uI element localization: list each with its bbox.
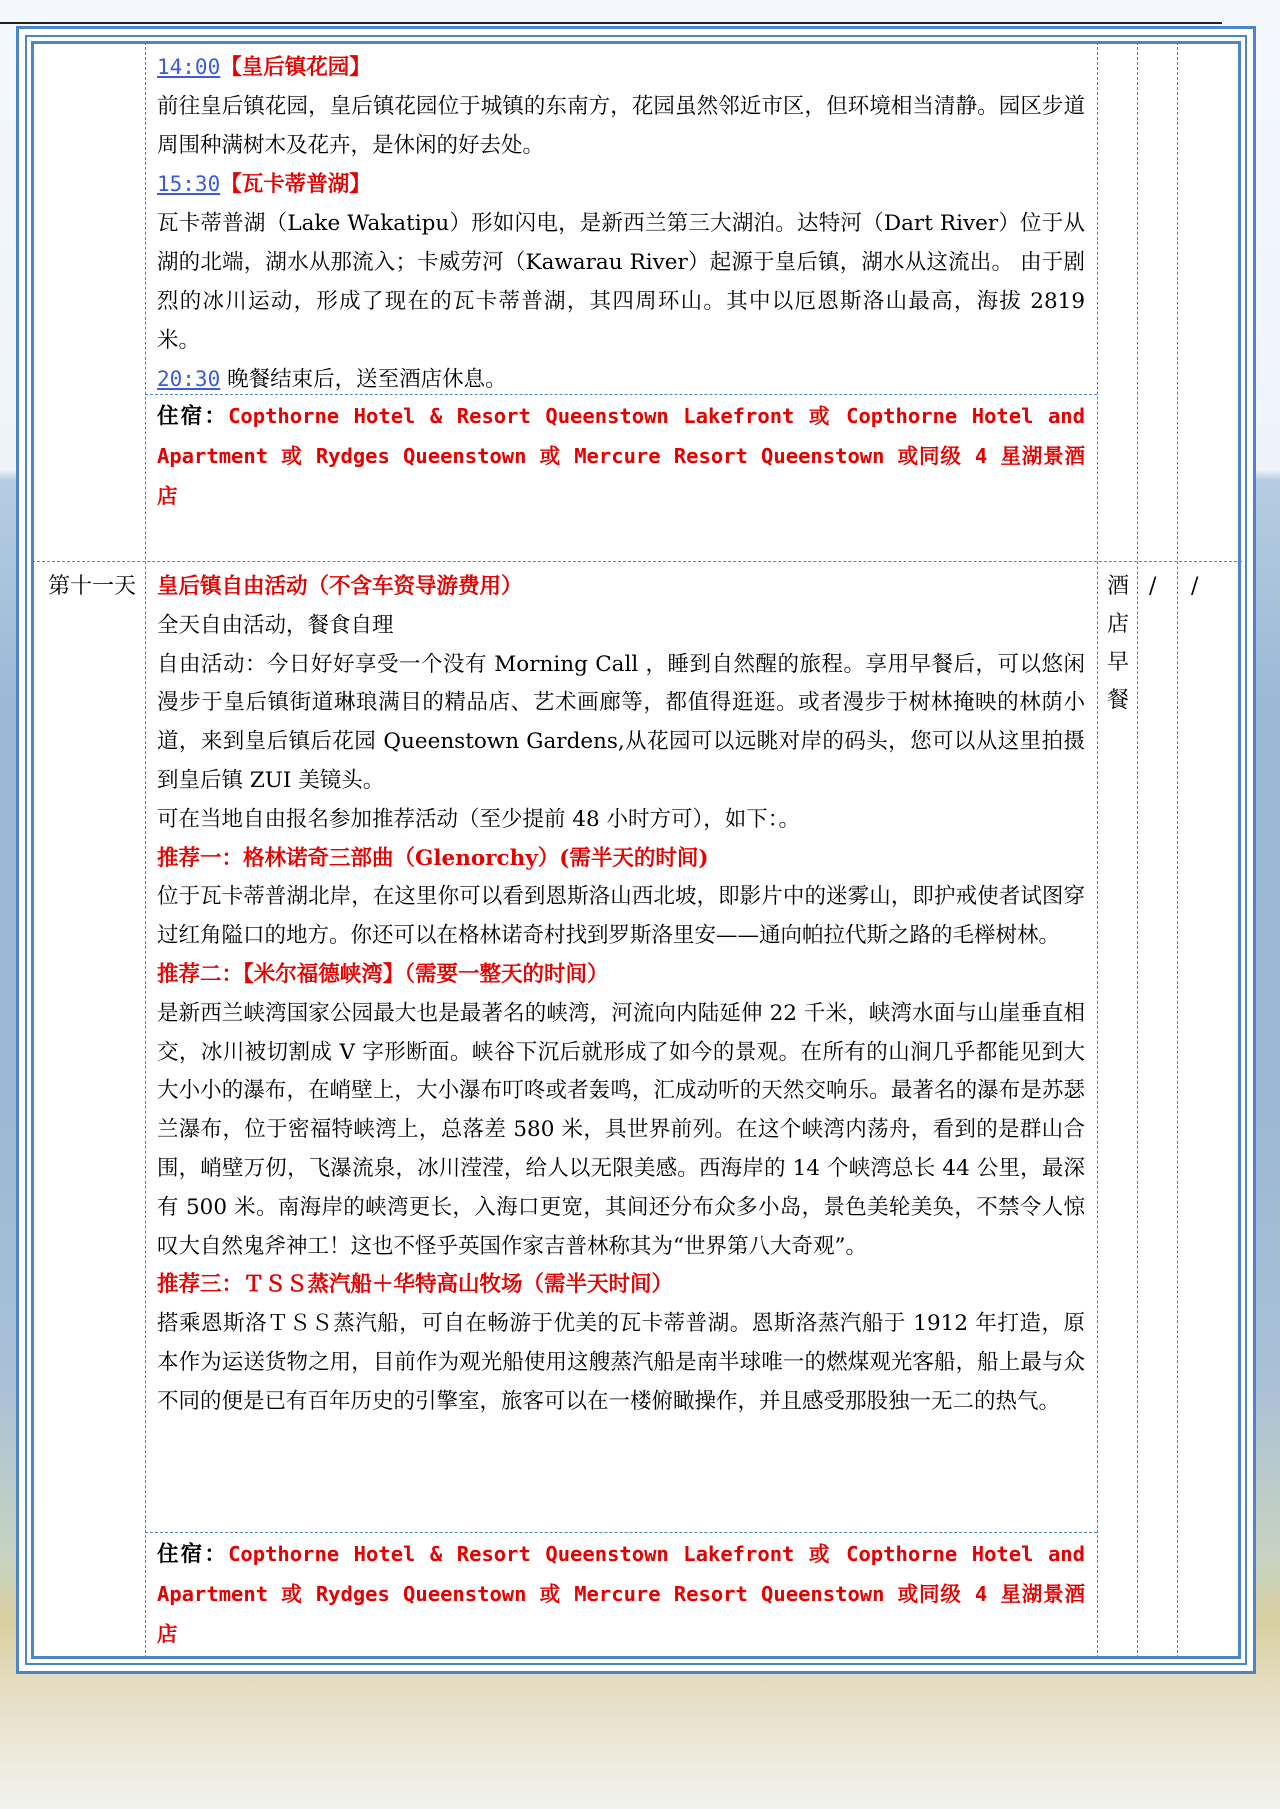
recommend-intro: 可在当地自由报名参加推荐活动（至少提前 48 小时方可），如下：。 (157, 806, 801, 832)
lodging-label: 住宿： (157, 1542, 229, 1567)
day11-schedule (157, 568, 1085, 1422)
time-link[interactable]: 15:30 (157, 172, 221, 197)
schedule-item-1-text: 前往皇后镇花园，皇后镇花园位于城镇的东南方，花园虽然邻近市区，但环境相当清静。园区步道周围种满树木及花卉，是休闲的好去处。 (157, 93, 1085, 158)
schedule-item-3 (157, 360, 1085, 400)
time-link[interactable]: 14:00 (157, 55, 221, 79)
schedule-item-2-text: 瓦卡蒂普湖（Lake Wakatipu）形如闪电，是新西兰第三大湖泊。达特河（Dart River）位于从湖的北端，湖水从那流入；卡威劳河（Kawarau River）起源于皇后镇，湖水从这流出。 由于剧烈的冰川运动，形成了现在的瓦卡蒂普湖，其四周环山。其中以厄恩斯洛山最高，海拔 2819 米。 (157, 211, 1085, 353)
attraction-title: 【瓦卡蒂普湖】 (220, 172, 371, 198)
schedule-item-3-text: 晚餐结束后，送至酒店休息。 (227, 367, 507, 393)
recommendation-3-text: 搭乘恩斯洛ＴＳＳ蒸汽船，可自在畅游于优美的瓦卡蒂普湖。恩斯洛蒸汽船于 1912 年打造，原本作为运送货物之用，目前作为观光船使用这艘蒸汽船是南半球唯一的燃煤观光客船，船上最与众不同的便是已有百年历史的引擎室，旅客可以在一楼俯瞰操作，并且感受那股独一无二的热气。 (157, 1311, 1085, 1414)
dinner-cell: / (1191, 574, 1199, 599)
free-activity-text: 自由活动：今日好好享受一个没有 Morning Call ，睡到自然醒的旅程。享用早餐后，可以悠闲漫步于皇后镇街道琳琅满目的精品店、艺术画廊等，都值得逛逛。或者漫步于树林掩映的林荫小道，来到皇后镇后花园 Queenstown Gardens,从花园可以远眺对岸的码头，您可以从这里拍摄到皇后镇 ZUI 美镜头。 (157, 651, 1085, 793)
lunch-cell: / (1149, 574, 1157, 599)
recommendation-1-title: 推荐一：格林诺奇三部曲（Glenorchy）(需半天的时间) (157, 845, 709, 871)
recommendation-3-title: 推荐三：ＴＳＳ蒸汽船＋华特高山牧场（需半天时间） (157, 1272, 674, 1298)
recommendation-1-text: 位于瓦卡蒂普湖北岸，在这里你可以看到恩斯洛山西北坡，即影片中的迷雾山，即护戒使者试图穿过红角隘口的地方。你还可以在格林诺奇村找到罗斯洛里安——通向帕拉代斯之路的毛榉树林。 (157, 884, 1085, 949)
recommendation-2-title: 推荐二：【米尔福德峡湾】（需要一整天的时间） (157, 961, 609, 987)
lodging-hotels: Copthorne Hotel & Resort Queenstown Lakefront 或 Copthorne Hotel and Apartment 或 Rydges Queenstown 或 Mercure Resort Queenstown 或同级 4 星湖景酒店 (157, 1542, 1085, 1646)
recommendation-2-text: 是新西兰峡湾国家公园最大也是最著名的峡湾，河流向内陆延伸 22 千米，峡湾水面与山崖垂直相交，冰川被切割成 V 字形断面。峡谷下沉后就形成了如今的景观。在所有的山涧几乎都能见到大大小小的瀑布，在峭壁上，大小瀑布叮咚或者轰鸣，汇成动听的天然交响乐。最著名的瀑布是苏瑟兰瀑布，位于密福特峡湾上，总落差 580 米，具世界前列。在这个峡湾内荡舟，看到的是群山合围，峭壁万仞，飞瀑流泉，冰川滢滢，给人以无限美感。西海岸的 14 个峡湾总长 44 公里，最深有 500 米。南海岸的峡湾更长，入海口更宽，其间还分布众多小岛，景色美轮美奂，不禁令人惊叹大自然鬼斧神工！这也不怪乎英国作家吉普林称其为“世界第八大奇观”。 (157, 1000, 1085, 1259)
day-label: 第十一天 (47, 574, 136, 599)
row-divider-day11 (32, 561, 1242, 562)
day10-lodging (157, 397, 1085, 516)
lodging-label: 住宿： (157, 404, 229, 429)
schedule-item-2-header (157, 165, 1085, 205)
column-divider-breakfast (1097, 42, 1098, 1658)
day-summary: 全天自由活动，餐食自理 (157, 612, 394, 638)
time-link[interactable]: 20:30 (157, 367, 221, 392)
attraction-title: 【皇后镇花园】 (220, 55, 371, 80)
header-rule (0, 22, 1222, 24)
column-divider-day (145, 42, 146, 1658)
schedule-item-1-header (157, 48, 1085, 88)
day-title: 皇后镇自由活动（不含车资导游费用） (157, 574, 523, 599)
day11-lodging (157, 1535, 1085, 1654)
column-divider-dinner (1177, 42, 1178, 1658)
lodging-hotels: Copthorne Hotel & Resort Queenstown Lakefront 或 Copthorne Hotel and Apartment 或 Rydges Queenstown 或 Mercure Resort Queenstown 或同级 4 星湖景酒店 (157, 404, 1085, 508)
row-divider-lodging2 (145, 1532, 1097, 1533)
breakfast-cell: 酒店早餐 (1107, 574, 1130, 713)
day10-schedule (157, 48, 1085, 400)
column-divider-lunch (1137, 42, 1138, 1658)
